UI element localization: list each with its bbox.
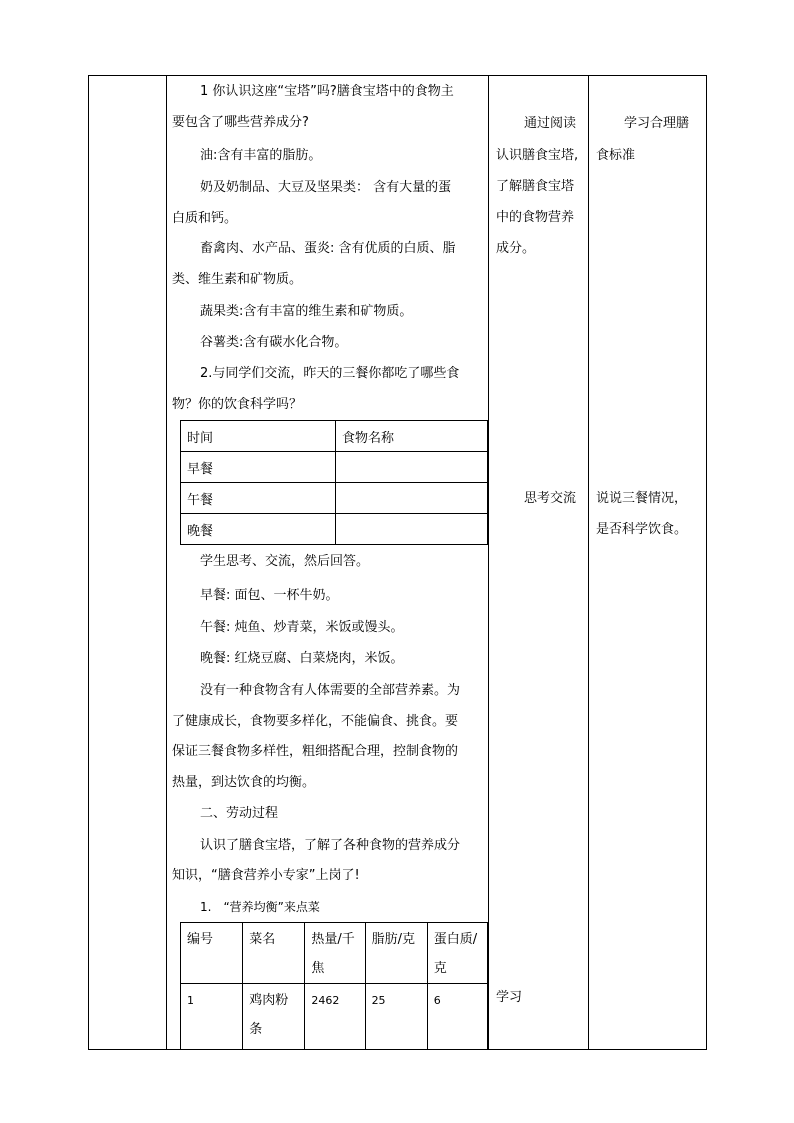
table-border-left: [88, 75, 89, 1050]
dairy-text-line2: 白质和钙。: [172, 211, 238, 226]
labor-text-line1: 认识了膳食宝塔，了解了各种食物的营养成分: [200, 838, 461, 853]
intent-standard-line2: 食标准: [596, 148, 636, 163]
meal-breakfast-food: [336, 452, 488, 483]
order-dish-heading: 1. “营养均衡”来点菜: [200, 900, 320, 914]
table-row: [181, 421, 488, 452]
dish-table: [180, 922, 488, 1050]
answer-breakfast: 早餐: 面包、一杯牛奶。: [200, 588, 339, 603]
labor-text-line2: 知识，“膳食营养小专家”上岗了!: [172, 868, 360, 883]
dish-header-energy: 热量/千焦: [305, 923, 365, 984]
section-heading-labor: 二、劳动过程: [200, 806, 279, 821]
dish-energy: 2462: [305, 984, 365, 1050]
meal-breakfast: 早餐: [181, 452, 336, 483]
meat-text-line1: 畜禽肉、水产品、蛋炎: 含有优质的白质、脂: [200, 241, 456, 256]
activity-learn: 学习: [496, 990, 523, 1005]
dish-header-protein: 蛋白质/克: [427, 923, 487, 984]
meal-header-food: 食物名称: [336, 421, 488, 452]
dish-header-id: 编号: [181, 923, 243, 984]
meal-lunch: 午餐: [181, 483, 336, 514]
dish-fat: 25: [365, 984, 427, 1050]
table-row: [181, 483, 488, 514]
activity-read-line3: 了解膳食宝塔: [496, 179, 575, 194]
question-2-line2: 物？你的饮食科学吗？: [172, 397, 303, 412]
answer-dinner: 晚餐: 红烧豆腐、白菜烧肉，米饭。: [200, 651, 404, 666]
summary-line4: 热量，到达饮食的均衡。: [172, 775, 316, 790]
meat-text-line2: 类、维生素和矿物质。: [172, 272, 303, 287]
table-border-col3: [588, 75, 589, 1050]
table-row: [181, 923, 488, 984]
student-answer-intro: 学生思考、交流，然后回答。: [200, 554, 370, 569]
question-1-line2: 要包含了哪些营养成分?: [172, 115, 309, 130]
summary-line3: 保证三餐食物多样性，粗细搭配合理，控制食物的: [172, 744, 459, 759]
summary-line2: 了健康成长，食物要多样化，不能偏食、挑食。要: [172, 714, 459, 729]
vegetable-text: 蔬果类:含有丰富的维生素和矿物质。: [200, 304, 413, 319]
dish-header-name: 菜名: [243, 923, 305, 984]
meal-table: [180, 420, 488, 545]
table-border-right: [706, 75, 707, 1050]
meal-dinner-food: [336, 514, 488, 545]
intent-meals-line2: 是否科学饮食。: [596, 522, 688, 537]
answer-lunch: 午餐: 炖鱼、炒青菜，米饭或馒头。: [200, 620, 404, 635]
table-border-col1: [166, 75, 167, 1050]
intent-standard-line1: 学习合理膳: [624, 116, 690, 131]
dish-name: 鸡肉粉条: [243, 984, 305, 1050]
activity-read-line4: 中的食物营养: [496, 210, 575, 225]
table-row: [181, 514, 488, 545]
dish-protein: 6: [427, 984, 487, 1050]
activity-read-line5: 成分。: [496, 241, 536, 256]
dish-header-fat: 脂肪/克: [365, 923, 427, 984]
dish-id: 1: [181, 984, 243, 1050]
intent-meals-line1: 说说三餐情况，: [596, 491, 688, 506]
question-1-line1: 1 你认识这座“宝塔”吗?膳食宝塔中的食物主: [200, 84, 454, 99]
activity-discuss: 思考交流: [524, 491, 577, 506]
table-row: [181, 452, 488, 483]
activity-read-line2: 认识膳食宝塔,: [496, 148, 579, 163]
grain-text: 谷薯类:含有碳水化合物。: [200, 335, 348, 350]
table-row: [181, 984, 488, 1050]
summary-line1: 没有一种食物含有人体需要的全部营养素。为: [200, 683, 461, 698]
dairy-text-line1: 奶及奶制品、大豆及坚果类： 含有大量的蛋: [200, 180, 452, 195]
meal-header-time: 时间: [181, 421, 336, 452]
meal-lunch-food: [336, 483, 488, 514]
oil-text: 油:含有丰富的脂肪。: [200, 148, 322, 163]
activity-read-line1: 通过阅读: [524, 116, 577, 131]
question-2-line1: 2.与同学们交流，昨天的三餐你都吃了哪些食: [200, 366, 460, 381]
meal-dinner: 晚餐: [181, 514, 336, 545]
